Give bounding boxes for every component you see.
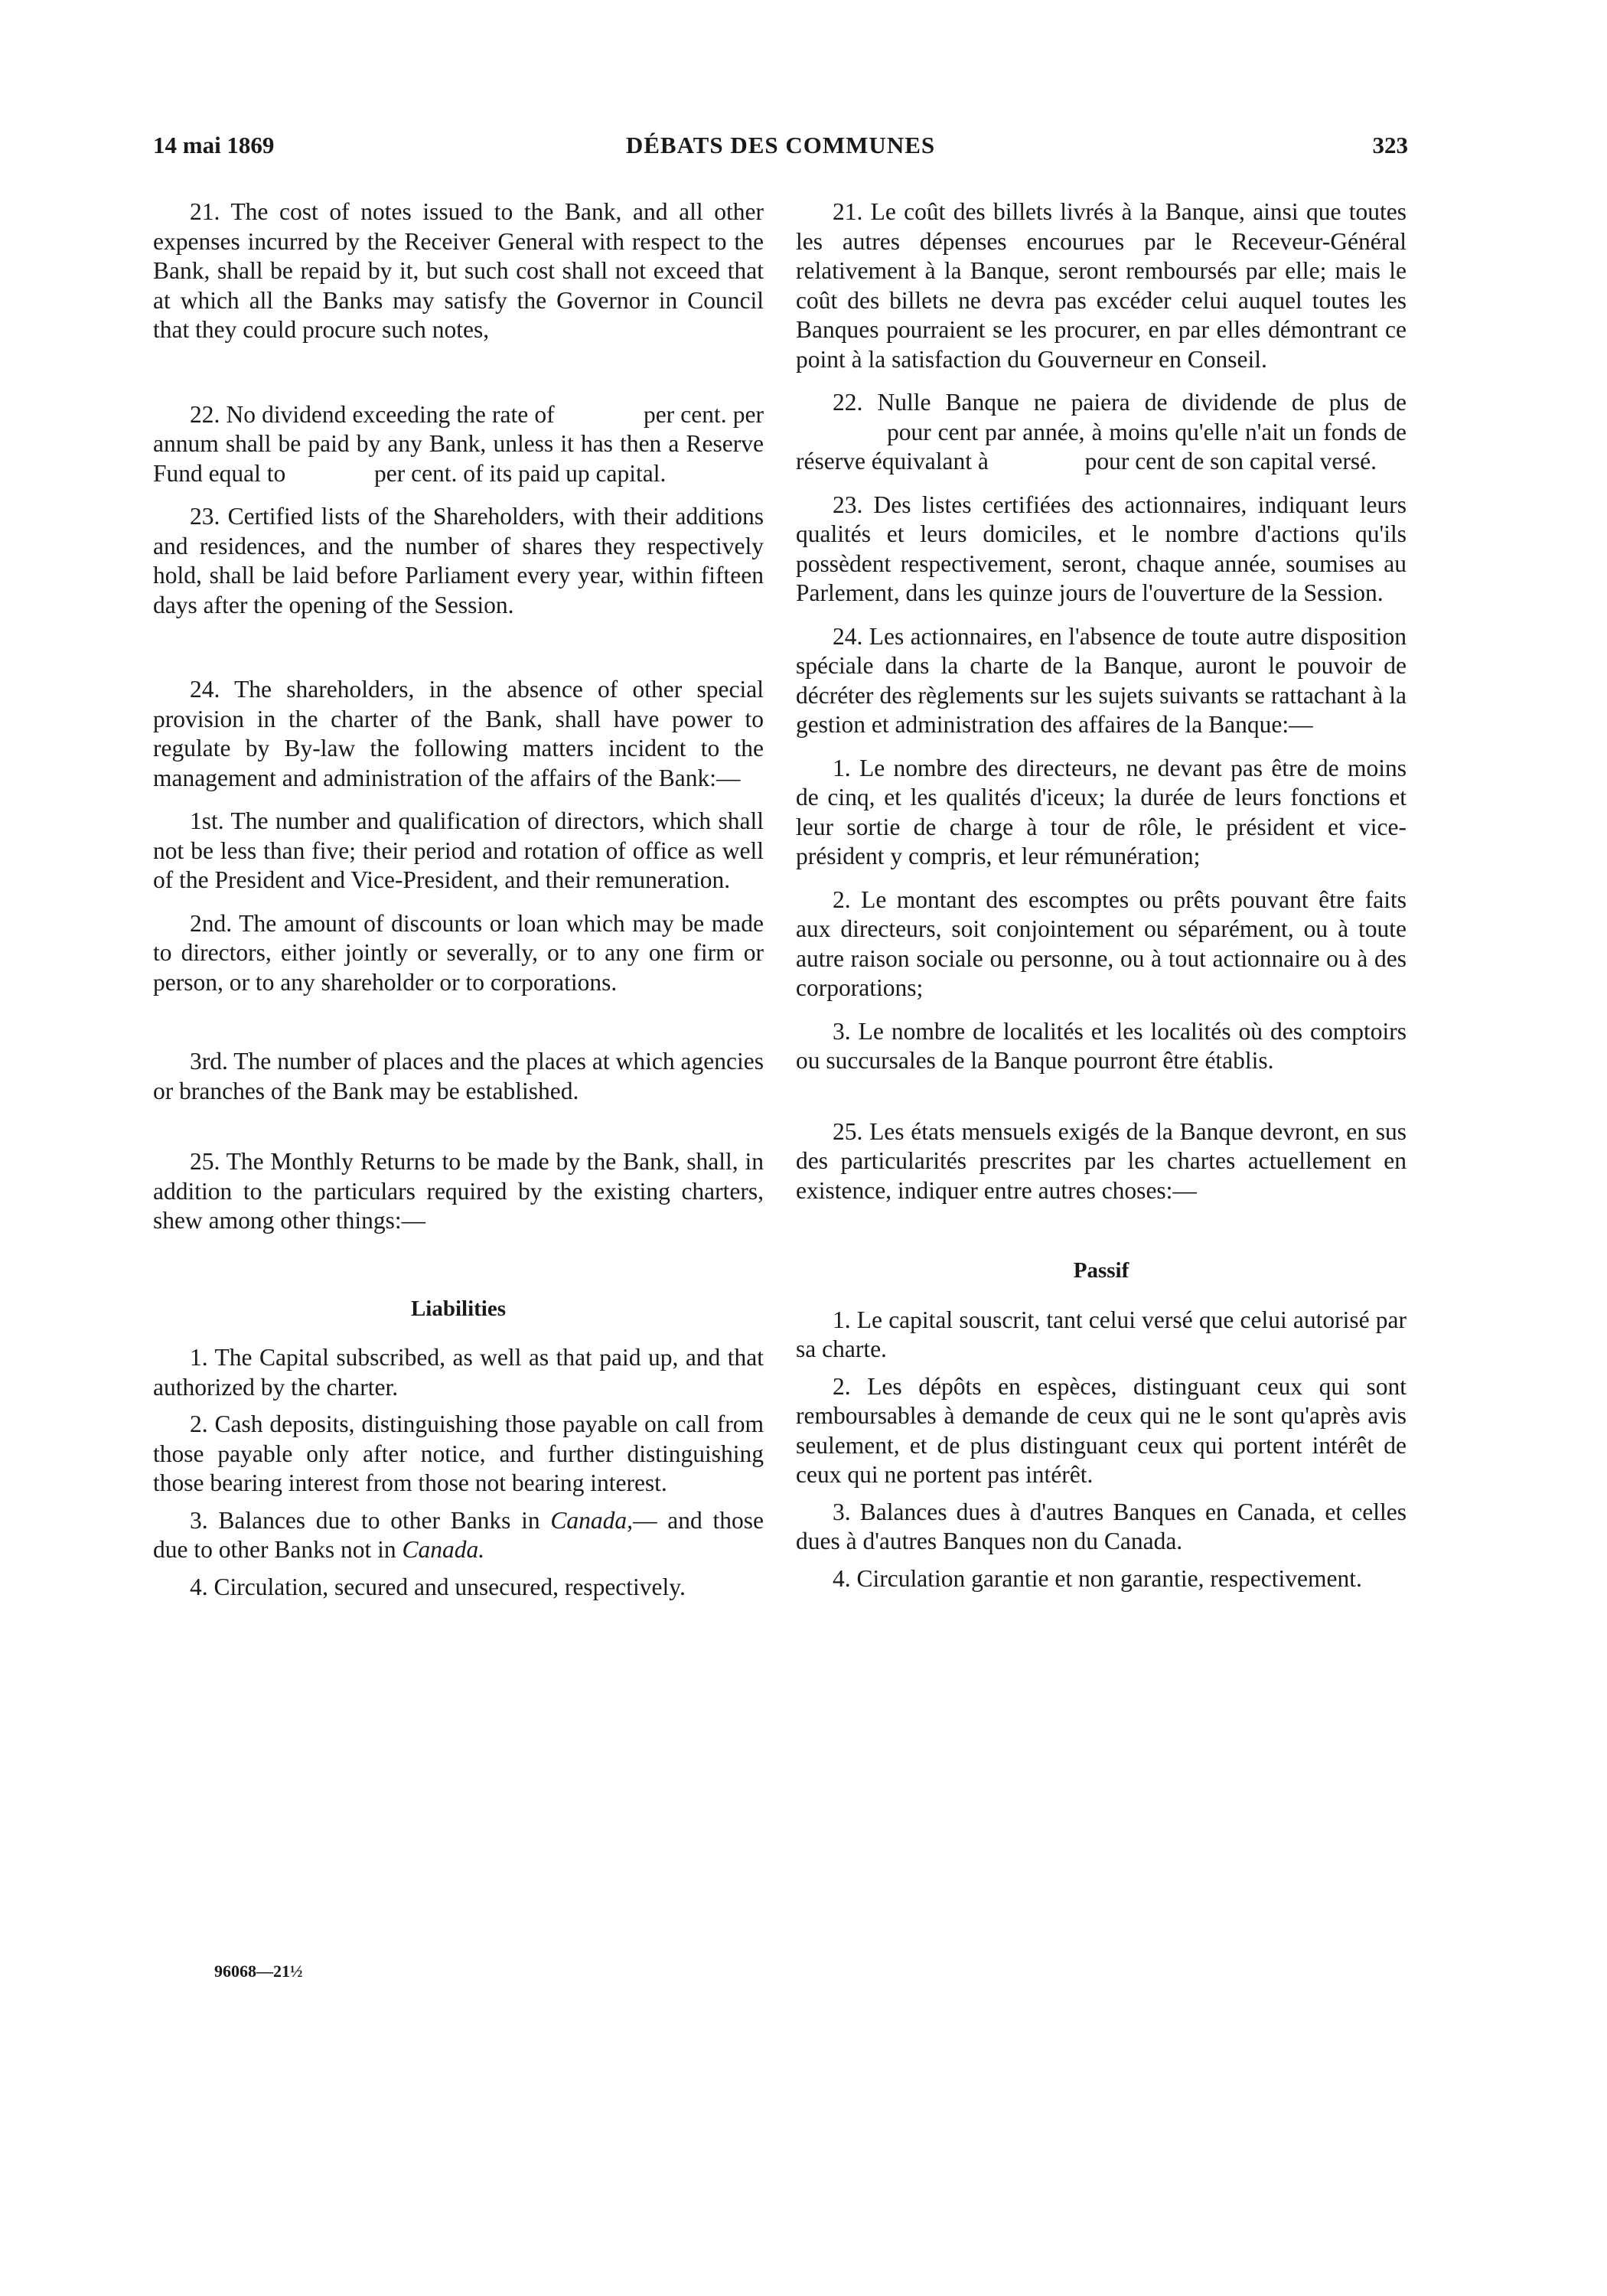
section-23-fr: 23. Des listes certifiées des actionnaires, indiquant leurs qualités et leurs domiciles, et le nombre d'actions qu'ils possèdent respectivement, seront, chaque année, soumises au Parlement, dans les quinze jours de l'ouverture de la Session. xyxy=(796,491,1407,606)
section-25: 25. The Monthly Returns to be made by the Bank, shall, in addition to the particulars required by the existing charters, shew among other things:— xyxy=(153,1148,764,1234)
header-title: DÉBATS DES COMMUNES xyxy=(625,132,936,158)
section-22-part-b: per cent. per annum shall be paid by any Bank, unless it has then a Reserve Fund equal to xyxy=(153,400,764,487)
section-23: 23. Certified lists of the Shareholders, with their additions and residences, and the number of shares they respectively hold, shall be laid before Parliament every year, within fifteen days after the opening of the Session. xyxy=(153,503,764,618)
passif-1: 1. Le capital souscrit, tant celui versé que celui autorisé par sa charte. xyxy=(796,1306,1407,1362)
passif-3: 3. Balances dues à d'autres Banques en Canada, et celles dues à d'autres Banques non du Canada. xyxy=(796,1498,1407,1554)
section-24-fr-item-1: 1. Le nombre des directeurs, ne devant pas être de moins de cinq, et les qualités d'iceux; la durée de leurs fonctions et leur sortie de charge à tour de rôle, le président et vice-président y compris, et leur rémunération; xyxy=(796,754,1407,869)
section-21-fr: 21. Le coût des billets livrés à la Banque, ainsi que toutes les autres dépenses encourues par le Receveur-Général relativement à la Banque, seront remboursés par elle; mais le coût des billets ne devra pas excéder celui auquel toutes les Banques pourraient se les procurer, en par elles démontrant ce point à la satisfaction du Gouverneur en Conseil. xyxy=(796,198,1407,373)
page-number: 323 xyxy=(1372,132,1408,158)
section-24-item-3: 3rd. The number of places and the places at which agencies or branches of the Bank may be established. xyxy=(153,1048,764,1104)
section-24-fr-item-2: 2. Le montant des escomptes ou prêts pouvant être faits aux directeurs, soit conjointement ou séparément, ou à toute autre raison sociale ou personne, ou à tout actionnaire ou à des corporations; xyxy=(796,885,1407,1001)
liability-3-part-a: 3. Balances due to other Banks in xyxy=(190,1506,540,1534)
section-24-item-2: 2nd. The amount of discounts or loan which may be made to directors, either jointly or severally, or to any one firm or person, or to any shareholder or to corporations. xyxy=(153,909,764,996)
section-24-item-1: 1st. The number and qualification of directors, which shall not be less than five; their period and rotation of office as well of the President and Vice-President, and their remuneration. xyxy=(153,807,764,893)
section-24: 24. The shareholders, in the absence of other special provision in the charter of the Bank, shall have power to regulate by By-law the following matters incident to the management and administration of the affairs of the Bank:— xyxy=(153,676,764,791)
footer-code: 96068—21½ xyxy=(214,1962,303,1981)
liability-4: 4. Circulation, secured and unsecured, respectively. xyxy=(190,1573,686,1600)
section-22-part-a: 22. No dividend exceeding the rate of xyxy=(190,400,555,428)
liability-3-part-b: — and those due to other Banks not in xyxy=(153,1506,764,1563)
page-header xyxy=(153,132,1408,170)
liability-2: 2. Cash deposits, distinguishing those payable on call from those payable only after notice, and further distinguishing those bearing interest from those not bearing interest. xyxy=(153,1411,764,1496)
passif-heading: Passif xyxy=(1073,1258,1129,1283)
liability-3-canada-2: Canada. xyxy=(402,1536,485,1563)
english-column xyxy=(153,197,764,1602)
section-22-fr-part-a: 22. Nulle Banque ne paiera de dividende de plus de xyxy=(833,389,1407,416)
passif-2: 2. Les dépôts en espèces, distinguant ceux qui sont remboursables à demande de ceux qui ne le sont qu'après avis seulement, et de plus distinguant ceux qui portent intérêt de ceux qui ne portent pas intérêt. xyxy=(796,1372,1407,1488)
section-24-fr: 24. Les actionnaires, en l'absence de toute autre disposition spéciale dans la charte de la Banque, auront le pouvoir de décréter des règlements sur les sujets suivants se rattachant à la gestion et administration des affaires de la Banque:— xyxy=(796,622,1407,738)
header-date: 14 mai 1869 xyxy=(153,132,275,158)
section-22-part-c: per cent. of its paid up capital. xyxy=(374,459,667,487)
liabilities-heading: Liabilities xyxy=(410,1296,507,1321)
section-25-fr: 25. Les états mensuels exigés de la Banque devront, en sus des particularités prescrites par les chartes actuellement en existence, indiquer entre autres choses:— xyxy=(796,1117,1407,1204)
section-22-fr xyxy=(796,388,1407,477)
section-22-fr-part-b: pour cent par année, à moins qu'elle n'ait un fonds de réserve équivalant à xyxy=(796,418,1407,475)
section-22-fr-part-c: pour cent de son capital versé. xyxy=(1084,448,1377,475)
french-column xyxy=(796,197,1407,1593)
section-22 xyxy=(153,400,764,489)
section-24-fr-item-3: 3. Le nombre de localités et les localités où des comptoirs ou succursales de la Banque pourront être établis. xyxy=(796,1017,1407,1074)
liability-3 xyxy=(153,1506,764,1565)
passif-4: 4. Circulation garantie et non garantie, respectivement. xyxy=(833,1564,1362,1592)
liability-1: 1. The Capital subscribed, as well as that paid up, and that authorized by the charter. xyxy=(153,1344,764,1401)
section-21: 21. The cost of notes issued to the Bank, and all other expenses incurred by the Receiver General with respect to the Bank, shall be repaid by it, but such cost shall not exceed that at which all the Banks may satisfy the Governor in Council that they could procure such notes, xyxy=(153,198,764,343)
liability-3-canada: Canada, xyxy=(550,1506,634,1534)
